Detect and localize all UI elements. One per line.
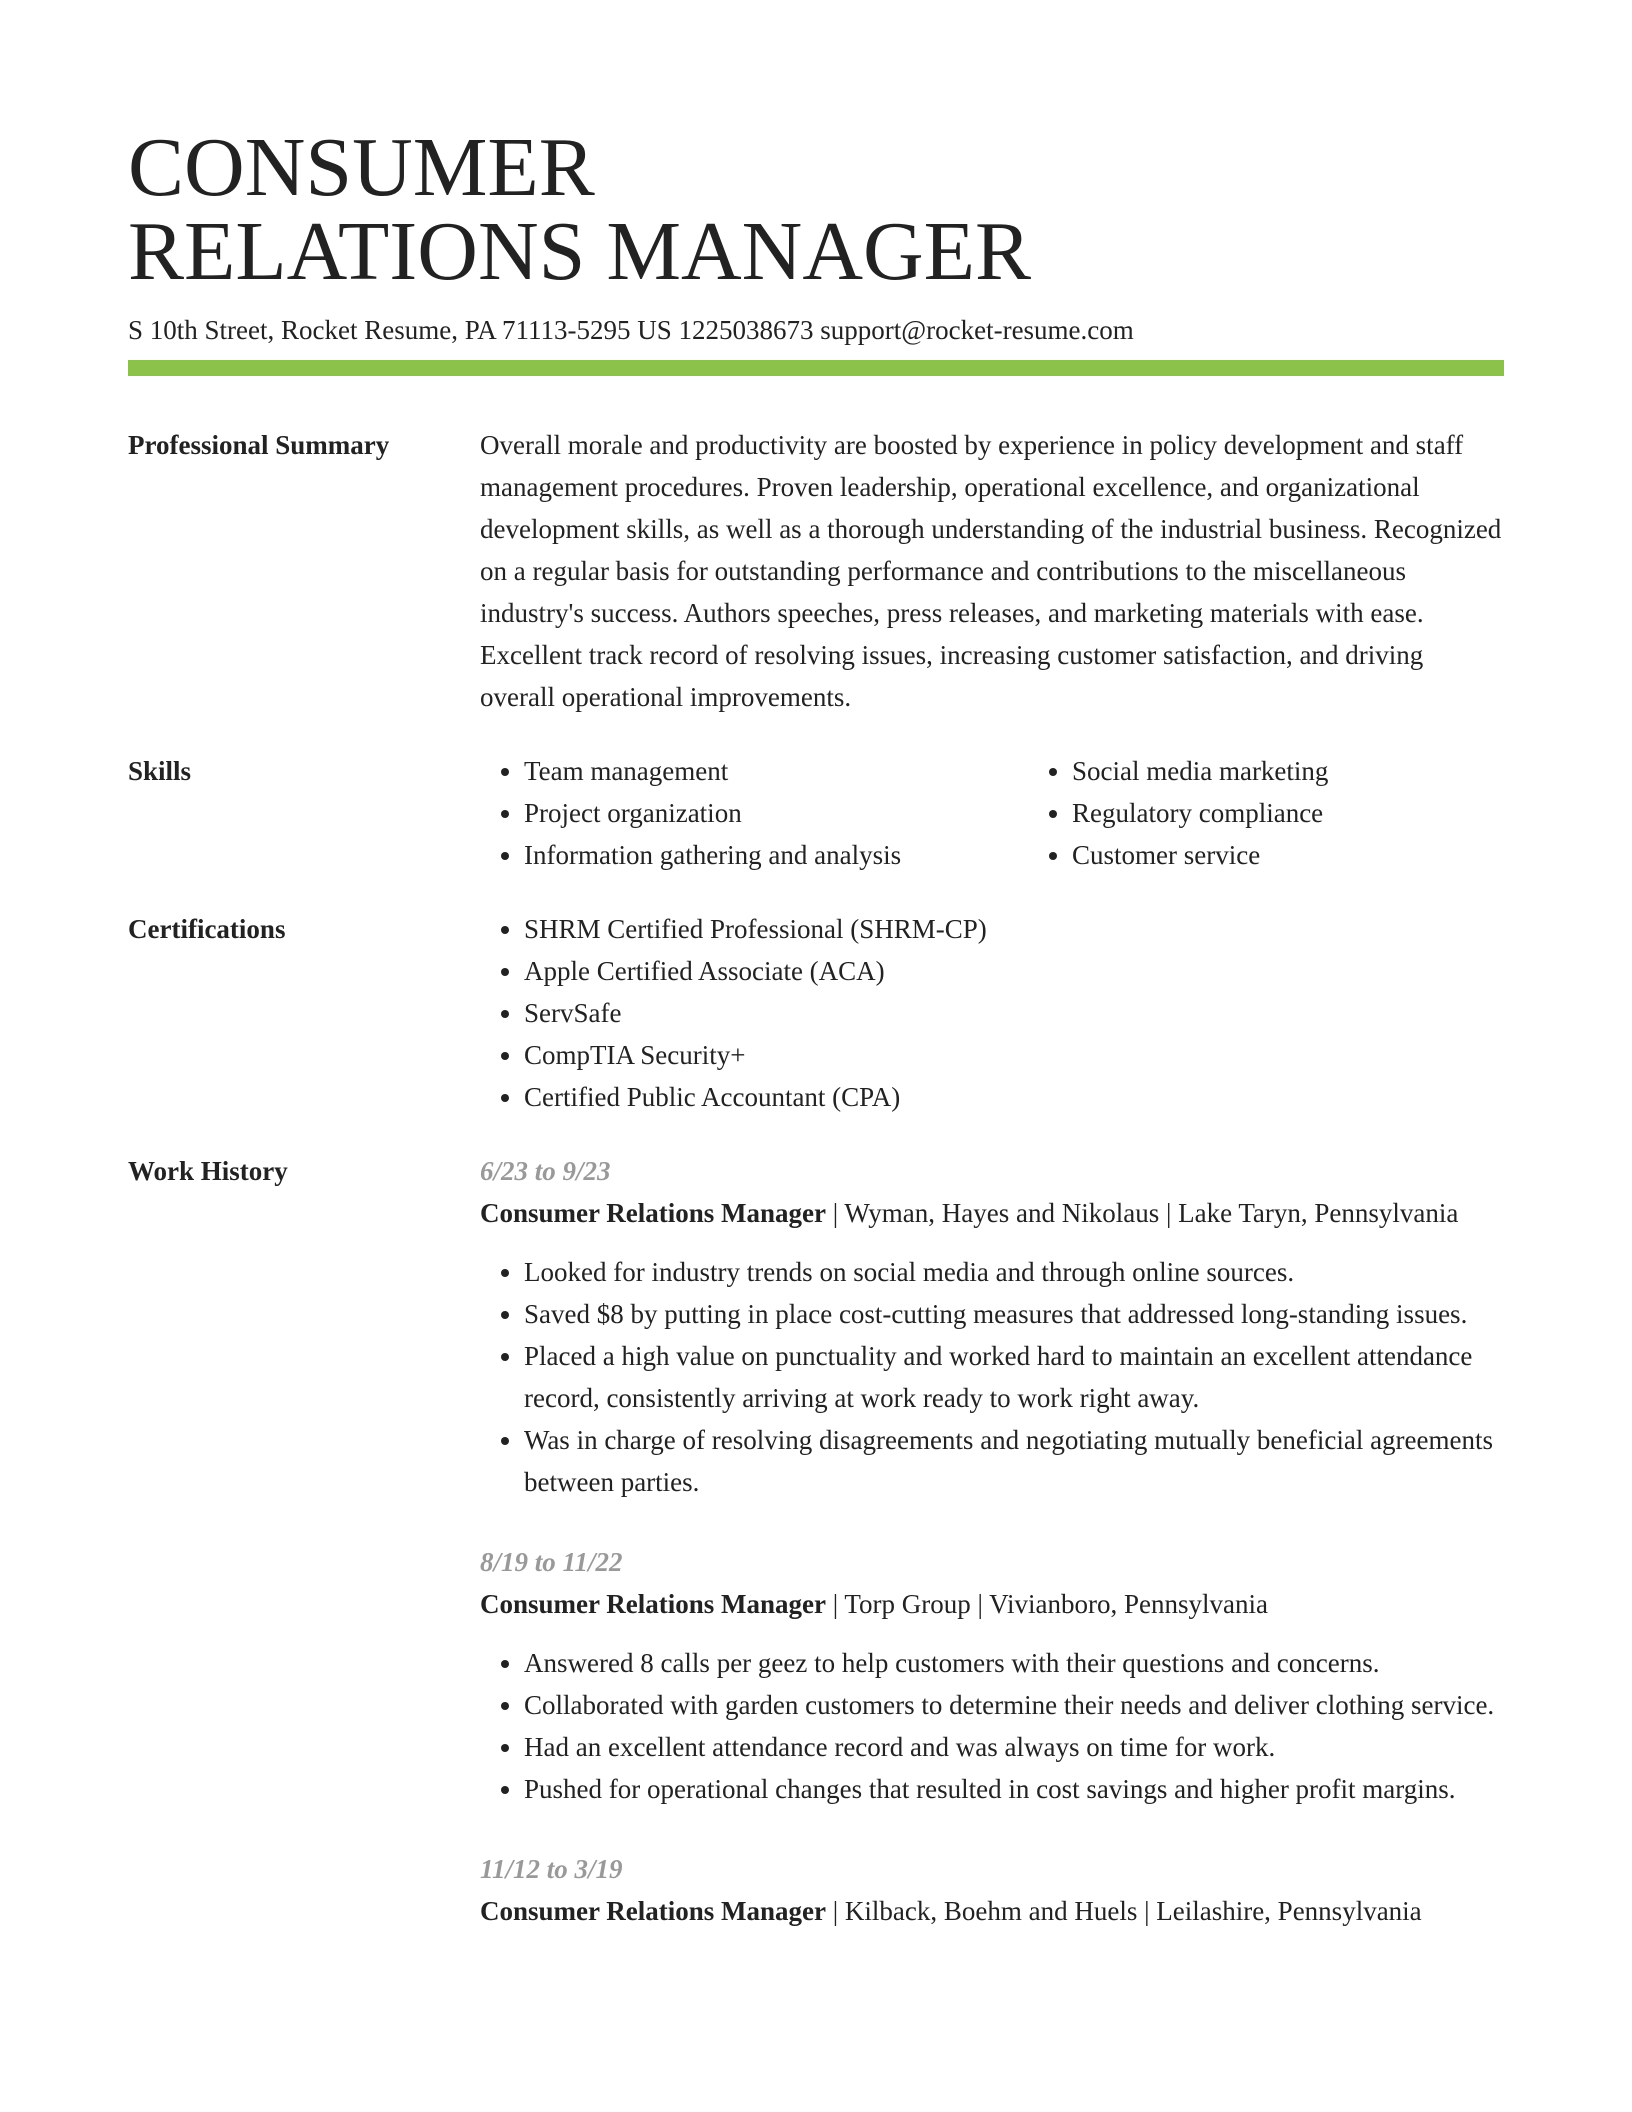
- section-label-skills: Skills: [128, 756, 192, 786]
- certification-item: • CompTIA Security+: [524, 1034, 1504, 1076]
- job-role: Consumer Relations Manager: [480, 1589, 826, 1619]
- skill-item: • Team management: [524, 750, 1028, 792]
- job-bullets: [480, 1642, 1504, 1810]
- summary-text: Overall morale and productivity are boosted by experience in policy development and staff management procedures. Proven leadership, operational excellence, and organizational development skills, as well as a thorough understanding of the industrial business. Recognized on a regular basis for outstanding performance and contributions to the miscellaneous industry's success. Authors speeches, press releases, and marketing materials with ease. Excellent track record of resolving issues, increasing customer satisfaction, and driving overall operational improvements.: [480, 430, 1502, 712]
- job-bullet: • Looked for industry trends on social media and through online sources.: [524, 1251, 1504, 1293]
- job-bullet: • Had an excellent attendance record and was always on time for work.: [524, 1726, 1504, 1768]
- job-bullet: • Placed a high value on punctuality and worked hard to maintain an excellent attendance record, consistently arriving at work ready to work right away.: [524, 1335, 1504, 1419]
- skills-column-1: [480, 750, 1028, 876]
- skill-item: • Social media marketing: [1072, 750, 1576, 792]
- job-details: | Torp Group | Vivianboro, Pennsylvania: [825, 1589, 1268, 1619]
- job-dates: 8/19 to 11/22: [480, 1547, 623, 1577]
- certification-item: • ServSafe: [524, 992, 1504, 1034]
- skills-column-2: [1028, 750, 1576, 876]
- skill-item: • Customer service: [1072, 834, 1576, 876]
- section-label-certifications: Certifications: [128, 914, 286, 944]
- section-label-summary: Professional Summary: [128, 430, 390, 460]
- job-entry: [480, 1541, 1504, 1810]
- job-title-line: [480, 1583, 1504, 1625]
- certifications-list: [480, 908, 1504, 1118]
- job-dates: 11/12 to 3/19: [480, 1854, 623, 1884]
- job-title-line: [480, 1890, 1504, 1932]
- skills-section: [128, 750, 1504, 876]
- job-bullets: [480, 1251, 1504, 1503]
- certification-item: • SHRM Certified Professional (SHRM-CP): [524, 908, 1504, 950]
- skill-item: • Project organization: [524, 792, 1028, 834]
- certifications-section: [128, 908, 1504, 1118]
- job-bullet: • Collaborated with garden customers to determine their needs and deliver clothing service.: [524, 1684, 1504, 1726]
- certification-item: • Apple Certified Associate (ACA): [524, 950, 1504, 992]
- accent-divider: [128, 360, 1504, 376]
- skill-item: • Regulatory compliance: [1072, 792, 1576, 834]
- job-bullet: • Answered 8 calls per geez to help customers with their questions and concerns.: [524, 1642, 1504, 1684]
- resume-page: [128, 121, 1504, 1932]
- title-line-2: RELATIONS MANAGER: [128, 205, 1031, 298]
- certification-item: • Certified Public Accountant (CPA): [524, 1076, 1504, 1118]
- job-details: | Kilback, Boehm and Huels | Leilashire, Pennsylvania: [825, 1896, 1422, 1926]
- job-bullet: • Was in charge of resolving disagreements and negotiating mutually beneficial agreements between parties.: [524, 1419, 1504, 1503]
- job-role: Consumer Relations Manager: [480, 1198, 826, 1228]
- resume-title: [128, 121, 1504, 298]
- section-label-work-history: Work History: [128, 1156, 288, 1186]
- job-bullet: • Pushed for operational changes that resulted in cost savings and higher profit margins.: [524, 1768, 1504, 1810]
- title-line-1: CONSUMER: [128, 121, 595, 214]
- contact-line: S 10th Street, Rocket Resume, PA 71113-5295 US 1225038673 support@rocket-resume.com: [128, 315, 1134, 345]
- job-entry: [480, 1848, 1504, 1932]
- job-bullet: • Saved $8 by putting in place cost-cutting measures that addressed long-standing issues.: [524, 1293, 1504, 1335]
- job-dates: 6/23 to 9/23: [480, 1156, 611, 1186]
- skill-item: • Information gathering and analysis: [524, 834, 1028, 876]
- job-role: Consumer Relations Manager: [480, 1896, 826, 1926]
- job-entry: [480, 1150, 1504, 1503]
- skills-grid: [480, 750, 1576, 876]
- summary-section: [128, 424, 1504, 718]
- work-history-section: [128, 1150, 1504, 1932]
- job-title-line: [480, 1192, 1504, 1234]
- job-details: | Wyman, Hayes and Nikolaus | Lake Taryn, Pennsylvania: [825, 1198, 1459, 1228]
